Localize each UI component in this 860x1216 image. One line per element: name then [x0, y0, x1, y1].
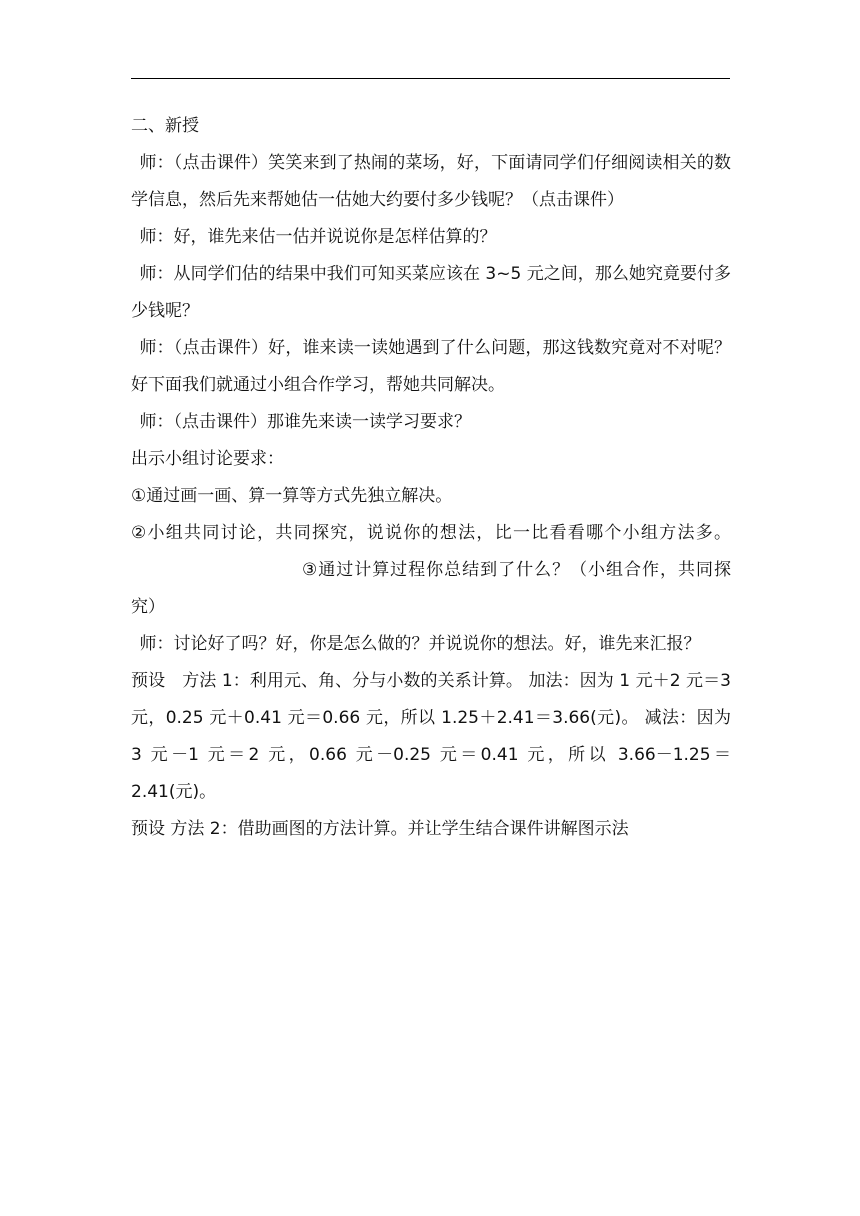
requirement-item: ②小组共同讨论，共同探究，说说你的想法，比一比看看哪个小组方法多。: [131, 523, 731, 543]
method-paragraph: 预设 方法 2：借助画图的方法计算。并让学生结合课件讲解图示法: [131, 819, 629, 839]
requirement-item: ③通过计算过程你总结到了什么？（小组合作，共同探究）: [131, 560, 731, 617]
teacher-paragraph: 师：从同学们估的结果中我们可知买菜应该在 3~5 元之间，那么她究竟要付多少钱呢？: [131, 264, 731, 321]
teacher-paragraph: 师：好，谁先来估一估并说说你是怎样估算的？: [139, 227, 497, 247]
header-rule: [131, 78, 730, 79]
teacher-paragraph: 师：讨论好了吗？好，你是怎么做的？并说说你的想法。好，谁先来汇报？: [139, 634, 701, 654]
section-heading: 二、新授: [131, 116, 199, 136]
teacher-paragraph: 师：（点击课件）那谁先来读一读学习要求？: [139, 412, 471, 432]
requirement-item-combined: [131, 515, 731, 626]
method-paragraph: 预设 方法 1：利用元、角、分与小数的关系计算。 加法：因为 1 元＋2 元＝3 元，0.25 元＋0.41 元＝0.66 元，所以 1.25＋2.41＝3.66(元)。 减法：因为 3 元－1 元＝2 元，0.66 元－0.25 元＝0.41 元，所以 3.66－1.25＝2.41(元)。: [131, 671, 732, 802]
teacher-paragraph: 师：（点击课件）好，谁来读一读她遇到了什么问题，那这钱数究竟对不对呢？好下面我们就通过小组合作学习，帮她共同解决。: [131, 338, 731, 395]
teacher-paragraph: 师：（点击课件）笑笑来到了热闹的菜场，好，下面请同学们仔细阅读相关的数学信息，然后先来帮她估一估她大约要付多少钱呢？（点击课件）: [131, 153, 731, 210]
document-body: [131, 108, 731, 848]
requirement-item: ①通过画一画、算一算等方式先独立解决。: [131, 486, 453, 506]
requirements-heading: 出示小组讨论要求：: [131, 449, 284, 469]
